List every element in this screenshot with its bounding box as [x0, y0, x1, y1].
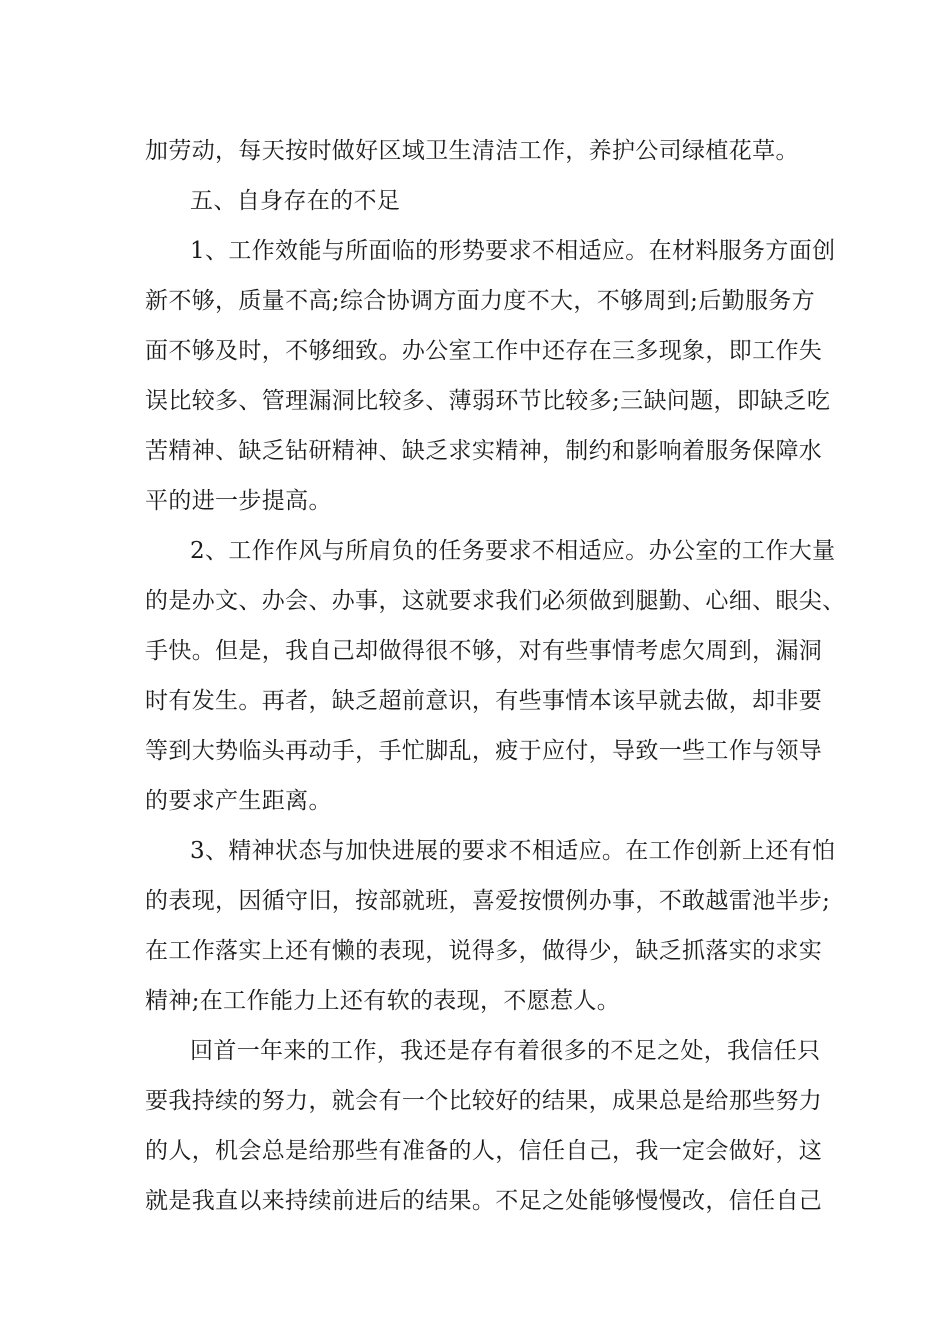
section-heading: 五、自身存在的不足 — [190, 188, 401, 214]
text-line: 3、精神状态与加快进展的要求不相适应。在工作创新上还有怕 — [190, 838, 836, 864]
text-line: 2、工作作风与所肩负的任务要求不相适应。办公室的工作大量 — [190, 538, 836, 564]
text-line: 误比较多、管理漏洞比较多、薄弱环节比较多;三缺问题，即缺乏吃 — [145, 388, 831, 414]
text-line: 回首一年来的工作，我还是存有着很多的不足之处，我信任只 — [190, 1038, 821, 1064]
text-line: 要我持续的努力，就会有一个比较好的结果，成果总是给那些努力 — [145, 1088, 823, 1114]
text-line: 新不够，质量不高;综合协调方面力度不大，不够周到;后勤服务方 — [145, 288, 815, 314]
text-line: 的要求产生距离。 — [145, 788, 332, 814]
text-line: 的是办文、办会、办事，这就要求我们必须做到腿勤、心细、眼尖、 — [145, 588, 846, 614]
text-line: 的人，机会总是给那些有准备的人，信任自己，我一定会做好，这 — [145, 1138, 823, 1164]
text-line: 手快。但是，我自己却做得很不够，对有些事情考虑欠周到，漏洞 — [145, 638, 823, 664]
text-line: 面不够及时，不够细致。办公室工作中还存在三多现象，即工作失 — [145, 338, 823, 364]
text-line: 的表现，因循守旧，按部就班，喜爱按惯例办事，不敢越雷池半步; — [145, 888, 831, 914]
text-line: 时有发生。再者，缺乏超前意识，有些事情本该早就去做，却非要 — [145, 688, 823, 714]
text-line: 就是我直以来持续前进后的结果。不足之处能够慢慢改，信任自己 — [145, 1188, 823, 1214]
text-line: 加劳动，每天按时做好区域卫生清洁工作，养护公司绿植花草。 — [145, 138, 799, 164]
text-line: 1、工作效能与所面临的形势要求不相适应。在材料服务方面创 — [190, 238, 836, 264]
text-line: 等到大势临头再动手，手忙脚乱，疲于应付，导致一些工作与领导 — [145, 738, 823, 764]
text-line: 苦精神、缺乏钻研精神、缺乏求实精神，制约和影响着服务保障水 — [145, 438, 823, 464]
text-line: 在工作落实上还有懒的表现，说得多，做得少，缺乏抓落实的求实 — [145, 938, 823, 964]
text-line: 精神;在工作能力上还有软的表现，不愿惹人。 — [145, 988, 621, 1014]
text-line: 平的进一步提高。 — [145, 488, 332, 514]
